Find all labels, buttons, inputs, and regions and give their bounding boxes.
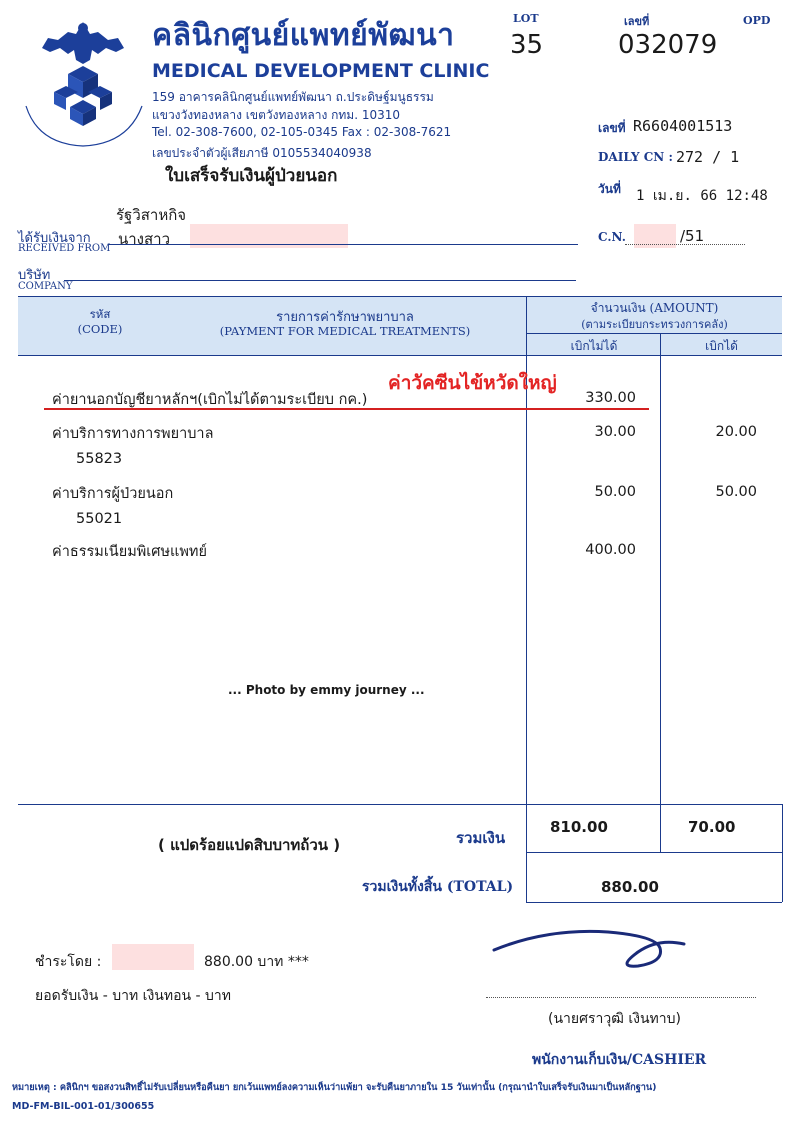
paid-by-label: ชำระโดย : [35, 954, 102, 970]
item-nonclaim-amount: 400.00 [585, 542, 636, 558]
item-description: ค่ายานอกบัญชียาหลักฯ(เบิกไม่ได้ตามระเบียบ กค.) [52, 392, 368, 408]
item-nonclaim-amount: 30.00 [594, 424, 636, 440]
amount-subheader: (ตามระเบียบกระทรวงการคลัง) [581, 318, 728, 331]
handwritten-annotation: ค่าวัคซีนไข้หวัดใหญ่ [388, 372, 557, 394]
date-label: วันที่ [598, 182, 621, 196]
daily-cn-value: 272 / 1 [676, 148, 740, 166]
item-code: 55021 [76, 511, 123, 527]
item-nonclaim-amount: 330.00 [585, 390, 636, 406]
paid-amount: 880.00 บาท *** [204, 954, 309, 970]
agency-text: รัฐวิสาหกิจ [116, 206, 187, 224]
ref-label: เลขที่ [598, 121, 626, 135]
clinic-name-thai: คลินิกศูนย์แพทย์พัฒนา [152, 18, 455, 53]
company-underline [64, 280, 576, 281]
totals-claim-divider [660, 804, 661, 852]
grand-total-label: รวมเงินทั้งสิ้น (TOTAL) [362, 879, 514, 895]
footer-note: หมายเหตุ : คลินิกฯ ขอสงวนสิทธิ์ไม่รับเปลี่ยนหรือคืนยา ยกเว้นแพทย์ลงความเห็นว่าแพ้ยา จะรับคืนยาภายใน 15 วันเท่านั้น (กรุณานำใบเสร็จรับเงินมาเป็นหลักฐาน) [12, 1082, 657, 1093]
grand-total-value: 880.00 [601, 878, 659, 896]
item-claim-amount: 50.00 [715, 484, 757, 500]
totals-right-border [782, 804, 783, 852]
daily-cn-label: DAILY CN : [598, 150, 673, 164]
redacted-payment-method [112, 944, 194, 970]
receipt-number-label: เลขที่ [624, 15, 650, 28]
item-code: 55823 [76, 451, 123, 467]
item-nonclaim-amount: 50.00 [594, 484, 636, 500]
photo-watermark: ... Photo by emmy journey ... [228, 683, 425, 697]
cashier-title: พนักงานเก็บเงิน/CASHIER [532, 1052, 707, 1068]
item-description: ค่าบริการทางการพยาบาล [52, 426, 214, 442]
code-header-th: รหัส [89, 307, 111, 321]
claim-column-divider [660, 333, 661, 804]
subtotal-nonclaim: 810.00 [550, 818, 608, 836]
received-from-label-en: RECEIVED FROM [18, 243, 111, 254]
nonclaim-column-header: เบิกไม่ได้ [570, 339, 618, 353]
company-label-en: COMPANY [18, 281, 73, 292]
phone-line: Tel. 02-308-7600, 02-105-0345 Fax : 02-308-7621 [152, 125, 452, 139]
lot-value: 35 [510, 30, 544, 60]
receipt-number-value: 032079 [618, 30, 718, 60]
cashier-name: (นายศราวุฒิ เงินทาบ) [548, 1011, 681, 1027]
cn-suffix: /51 [680, 227, 705, 245]
payer-name-prefix: นางสาว [118, 230, 171, 248]
code-header-en: (CODE) [77, 322, 123, 336]
received-from-underline [108, 244, 578, 245]
cashier-signature [488, 918, 688, 978]
ref-value: R6604001513 [633, 117, 733, 135]
subtotal-claim: 70.00 [688, 818, 736, 836]
amount-in-words: ( แปดร้อยแปดสิบบาทถ้วน ) [158, 836, 341, 854]
item-claim-amount: 20.00 [715, 424, 757, 440]
cn-label: C.N. [598, 230, 626, 244]
clinic-emblem [18, 14, 148, 149]
cn-underline [625, 244, 745, 245]
form-code: MD-FM-BIL-001-01/300655 [12, 1101, 155, 1112]
company-label-th: บริษัท [18, 268, 51, 283]
subtotal-label: รวมเงิน [456, 829, 506, 847]
payment-header-th: รายการค่ารักษาพยาบาล [276, 310, 414, 325]
received-change-line: ยอดรับเงิน - บาท เงินทอน - บาท [35, 988, 232, 1004]
grand-total-bottom-line [526, 902, 782, 903]
address-line-1: 159 อาคารคลินิกศูนย์แพทย์พัฒนา ถ.ประดิษฐ์มนูธรรม [152, 90, 434, 104]
payment-header-en: (PAYMENT FOR MEDICAL TREATMENTS) [219, 324, 471, 338]
date-value: 1 เม.ย. 66 12:48 [636, 188, 768, 204]
received-from-label-th: ได้รับเงินจาก [18, 231, 91, 246]
tax-id-line: เลขประจำตัวผู้เสียภาษี 0105534040938 [152, 146, 372, 160]
totals-top-line [18, 804, 782, 805]
lot-label: LOT [513, 12, 539, 25]
garuda-emblem-icon [18, 14, 148, 149]
amount-split-line [527, 333, 782, 334]
opd-label: OPD [743, 14, 771, 27]
clinic-name-english: MEDICAL DEVELOPMENT CLINIC [152, 60, 490, 82]
subtotal-bottom-line [526, 852, 782, 853]
signature-line [486, 997, 756, 998]
item-description: ค่าบริการผู้ป่วยนอก [52, 486, 174, 502]
amount-header: จำนวนเงิน (AMOUNT) [590, 301, 719, 315]
grand-total-right-border [782, 852, 783, 902]
document-title: ใบเสร็จรับเงินผู้ป่วยนอก [165, 166, 338, 186]
item-description: ค่าธรรมเนียมพิเศษแพทย์ [52, 544, 207, 560]
address-line-2: แขวงวังทองหลาง เขตวังทองหลาง กทม. 10310 [152, 108, 401, 122]
claim-column-header: เบิกได้ [705, 339, 738, 353]
